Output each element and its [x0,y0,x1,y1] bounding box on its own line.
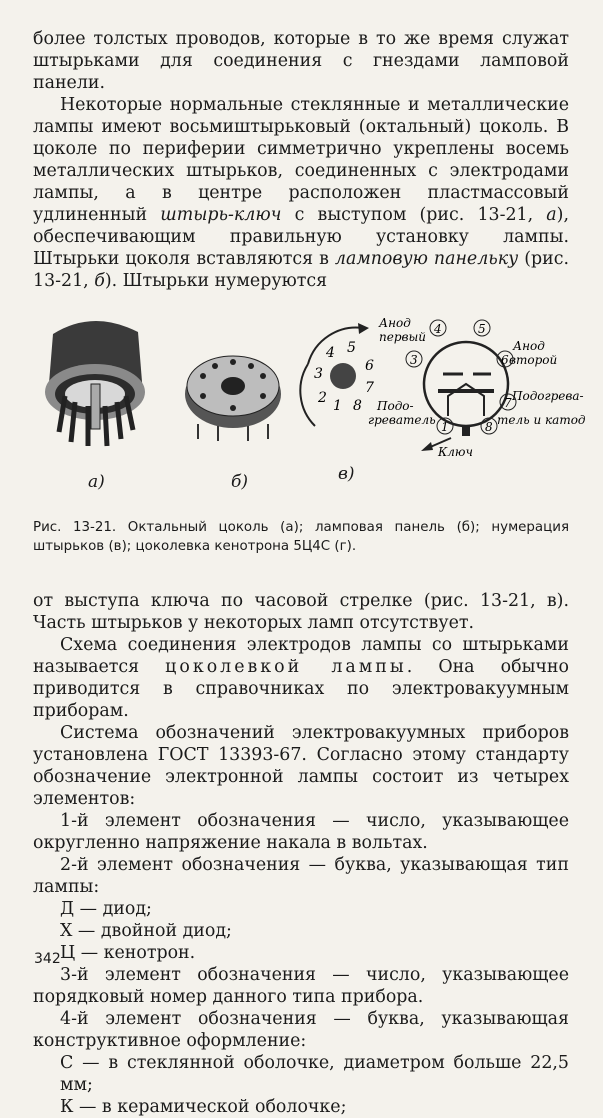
paragraph-9: 4-й элемент обозначения — буква, указывающая конструктивное оформление: [33,1009,569,1051]
paragraph-1: более толстых проводов, которые в то же время служат штырьками для соединения с гнездами ламповой панели. [33,29,569,93]
label-heater: греватель [368,413,436,427]
schematic-pin: 3 [410,353,418,367]
figure-caption: Рис. 13-21. Октальный цоколь (а); ламповая панель (б); нумерация штырьков (в); цоколевка кенотрона 5Ц4С (г). [33,520,569,554]
paragraph-7: 2-й элемент обозначения — буква, указывающая тип лампы: [33,855,569,897]
label-anode-first: первый [379,330,426,344]
list-item: Ц — кенотрон. [60,943,196,963]
label-key: Ключ [438,445,473,459]
paragraph-4: Схема соединения электродов лампы со штырьками называется цоколевкой лампы. Она обычно приводится в справочниках по электровакуумным приборам. [33,635,569,721]
octal-base-drawing [45,321,145,446]
label-anode-second: Анод [513,339,545,353]
socket-panel-drawing [185,356,281,441]
pin-number: 7 [365,380,374,396]
label-anode-second: второй [509,353,558,367]
schematic-pin: 8 [485,420,493,434]
list-item: Д — диод; [60,899,152,919]
schematic-pin: 7 [504,396,512,410]
pin-number: 1 [333,398,342,414]
paragraph-8: 3-й элемент обозначения — число, указывающее порядковый номер данного типа прибора. [33,965,569,1007]
schematic-pin: 1 [441,420,449,434]
paragraph-5: Система обозначений электровакуумных приборов установлена ГОСТ 13393-67. Согласно этому стандарту обозначение электронной лампы состоит из четырех элементов: [33,723,569,809]
paragraph-6: 1-й элемент обозначения — число, указывающее округленно напряжение накала в вольтах. [33,811,569,853]
subfigure-label-b: б) [231,472,249,492]
list-item: С — в стеклянной оболочке, диаметром больше 22,5 мм; [60,1053,569,1095]
paragraph-3: от выступа ключа по часовой стрелке (рис. 13-21, в). Часть штырьков у некоторых ламп отсутствует. [33,591,569,633]
label-anode-first: Анод [379,316,411,330]
pin-number: 2 [318,390,327,406]
page-content [33,28,586,1118]
schematic-drawing [368,316,586,459]
schematic-pin: 6 [501,353,509,367]
subfigure-label-a: а) [88,472,105,492]
label-heater: Подо- [377,399,414,413]
paragraph-2: Некоторые нормальные стеклянные и металлические лампы имеют восьмиштырьковый (октальный) цоколь. В цоколе по периферии симметрично укреплены восемь металлических штырьков, соединенных с электродами лампы, а в центре расположен пластмассовый удлиненный штырь-ключ с выступом (рис. 13-21, а), обеспечивающим правильную установку лампы. Штырьки цоколя вставляются в ламповую панельку (рис. 13-21, б). Штырьки нумеруются [33,95,569,291]
pin-number: 4 [326,345,335,361]
page-number: 342 [34,951,61,967]
pin-number: 6 [365,358,374,374]
subfigure-label-c: в) [338,464,355,484]
pin-number: 8 [353,398,362,414]
pin-numbering-drawing [300,323,374,426]
pin-number: 3 [314,366,323,382]
label-heater-cathode: Подогрева- [512,389,584,403]
schematic-pin: 4 [434,322,442,336]
figure-drawings [33,314,586,484]
label-heater-cathode: тель и катод [497,413,586,427]
schematic-pin: 5 [478,322,486,336]
pin-number: 5 [347,340,356,356]
figure-13-21 [33,314,586,514]
list-item: К — в керамической оболочке; [60,1097,347,1117]
list-item: Х — двойной диод; [60,921,232,941]
